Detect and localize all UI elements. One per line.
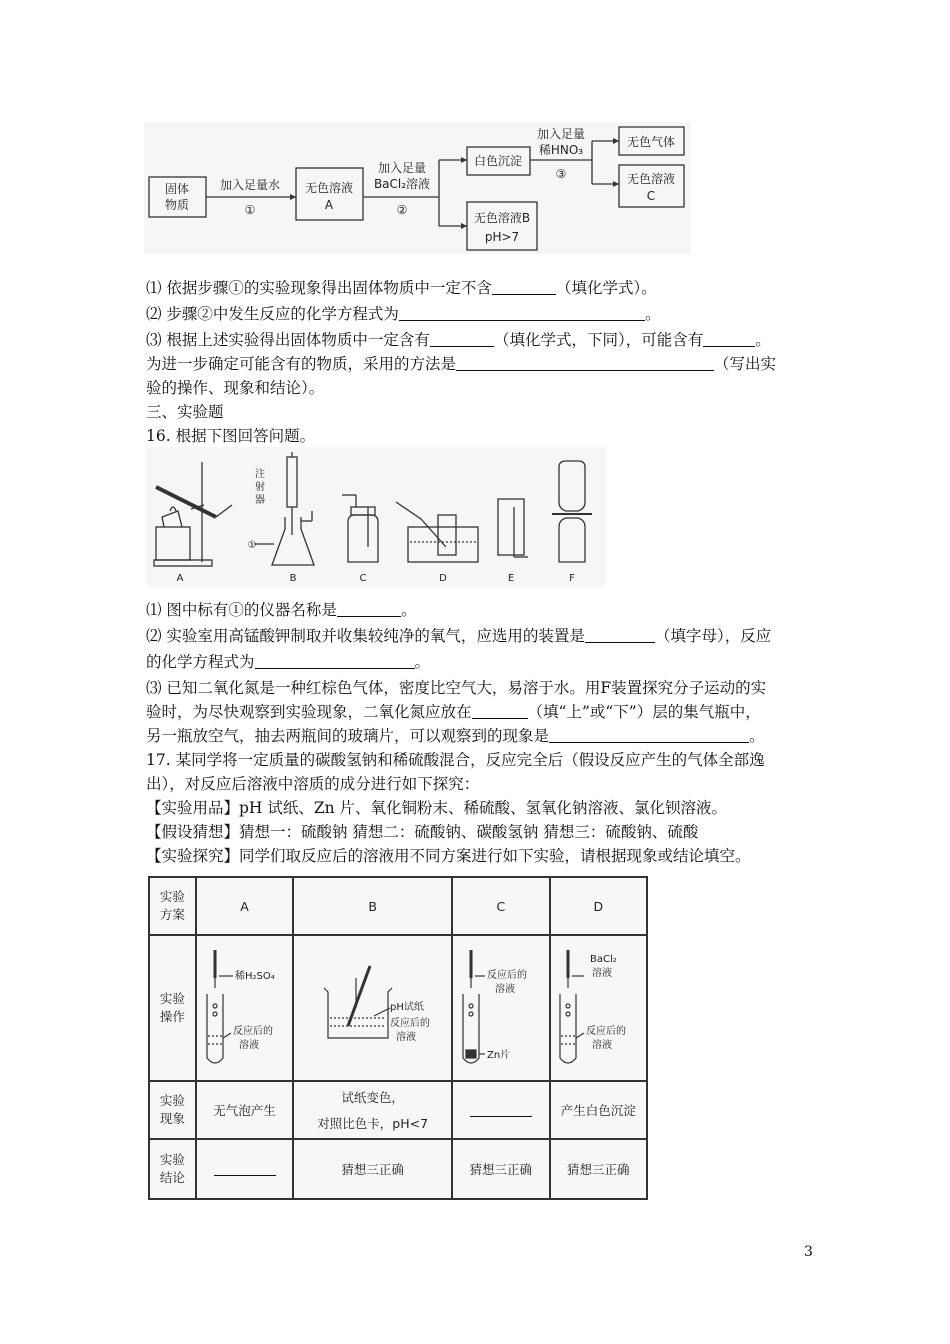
q17-stem-2: 出），对反应后溶液中溶质的成分进行如下探究： (146, 775, 480, 793)
op-d-solution-2: 溶液 (592, 1040, 613, 1051)
q16-part2: ⑵ 实验室用高锰酸钾制取并收集较纯净的氧气，应选用的装置是 （填字母），反应 (146, 627, 772, 645)
col-head-b: B (293, 877, 452, 935)
answer-blank[interactable] (399, 304, 645, 321)
flow-step2-label-1: 加入足量 (377, 161, 427, 175)
op-b-solution-2: 溶液 (395, 1032, 416, 1043)
flow-step3-label-1: 加入足量 (536, 127, 586, 141)
op-b-solution-1: 反应后的 (389, 1018, 430, 1029)
op-d-reagent-1: BaCl₂ (590, 954, 618, 965)
q17-stem-1: 17. 某同学将一定质量的碳酸氢钠和稀硫酸混合，反应完全后（假设反应产生的气体全部逸 (146, 751, 765, 769)
phenomenon-a: 无气泡产生 (196, 1081, 293, 1139)
answer-blank[interactable] (703, 330, 755, 347)
conclusion-d: 猜想三正确 (550, 1139, 647, 1199)
flowchart-figure (144, 122, 691, 254)
apparatus-figure (146, 447, 606, 587)
row-head-plan-text: 实验 方案 (159, 889, 185, 922)
phenomenon-b-line1: 试纸变色， (341, 1090, 404, 1105)
op-c-zn: Zn片 (486, 1050, 511, 1061)
q17-hypothesis: 【假设猜想】猜想一：硫酸钠 猜想二：硫酸钠、碳酸氢钠 猜想三：硫酸钠、硫酸 (146, 823, 699, 841)
syringe-label-3: 器 (255, 495, 265, 506)
flow-step2-num: ② (396, 203, 408, 217)
row-head-conclusion (149, 1139, 196, 1199)
answer-blank[interactable] (255, 652, 415, 669)
q16-part2-cont: 的化学方程式为 。 (146, 653, 431, 671)
op-a-solution-1: 反应后的 (232, 1026, 273, 1037)
q16-part3-end: 另一瓶放空气，抽去两瓶间的玻璃片，可以观察到的现象是 。 (146, 727, 765, 745)
apparatus-label-f: F (569, 573, 575, 584)
q15-part3-cont: 为进一步确定可能含有的物质，采用的方法是 （写出实 (146, 355, 777, 373)
conclusion-b: 猜想三正确 (293, 1139, 452, 1199)
q17-materials: 【实验用品】pH 试纸、Zn 片、氧化铜粉末、稀硫酸、氢氧化钠溶液、氯化钡溶液。 (146, 799, 728, 817)
flow-step3-label-2: 稀HNO₃ (538, 143, 584, 157)
flow-solid-2: 物质 (164, 198, 190, 212)
apparatus-label-e: E (507, 573, 515, 584)
op-cell-a (196, 935, 293, 1081)
flow-solution-c-2: C (646, 189, 656, 203)
apparatus-svg (146, 447, 606, 587)
q15-part3-end: 验的操作、现象和结论）。 (146, 379, 325, 397)
table-row (149, 1139, 647, 1199)
flow-solution-c-1: 无色溶液 (626, 172, 676, 186)
answer-blank[interactable] (337, 600, 401, 617)
row-head-plan (149, 877, 196, 935)
answer-blank[interactable] (585, 626, 655, 643)
experiment-table (148, 876, 648, 1200)
answer-blank[interactable] (470, 1106, 532, 1117)
op-a-reagent: 稀H₂SO₄ (234, 971, 275, 982)
apparatus-label-b: B (289, 573, 297, 584)
flow-step1-num: ① (244, 203, 256, 217)
op-a-solution-2: 溶液 (238, 1040, 259, 1051)
phenomenon-c (452, 1081, 549, 1139)
row-head-phenomenon (149, 1081, 196, 1139)
conclusion-a (196, 1139, 293, 1199)
q16-part3: ⑶ 已知二氧化氮是一种红棕色气体，密度比空气大，易溶于水。用F装置探究分子运动的实 (146, 679, 767, 697)
flow-solution-a-1: 无色溶液 (304, 181, 354, 195)
marker-1: ① (247, 540, 257, 551)
flow-solution-a-2: A (324, 198, 334, 212)
q17-explore: 【实验探究】同学们取反应后的溶液用不同方案进行如下实验，请根据现象或结论填空。 (146, 847, 751, 865)
answer-blank[interactable] (430, 330, 494, 347)
op-c-solution-1: 反应后的 (486, 970, 527, 981)
table-row (149, 935, 647, 1081)
flow-white-precipitate: 白色沉淀 (473, 154, 523, 168)
flow-solid-1: 固体 (164, 182, 190, 196)
op-d-diagram (552, 938, 644, 1078)
flow-solution-b-2: pH>7 (484, 230, 520, 244)
answer-blank[interactable] (456, 354, 714, 371)
op-b-paper: pH试纸 (389, 1002, 424, 1013)
q15-part1: ⑴ 依据步骤①的实验现象得出固体物质中一定不含 （填化学式）。 (146, 279, 657, 297)
answer-blank[interactable] (472, 702, 528, 719)
answer-blank[interactable] (214, 1165, 276, 1176)
q15-part3: ⑶ 根据上述实验得出固体物质中一定含有 （填化学式，下同），可能含有 。 (146, 331, 771, 349)
row-head-conclusion-text: 实验 结论 (159, 1152, 185, 1185)
q16-stem: 16. 根据下图回答问题。 (146, 427, 316, 445)
flow-step2-label-2: BaCl₂溶液 (373, 177, 431, 191)
op-d-solution-1: 反应后的 (586, 1026, 627, 1037)
op-c-diagram (455, 938, 547, 1078)
section-title: 三、实验题 (146, 403, 224, 421)
q16-part1: ⑴ 图中标有①的仪器名称是 。 (146, 601, 417, 619)
op-cell-d (550, 935, 647, 1081)
flow-step1-label: 加入足量水 (219, 178, 281, 192)
col-head-d: D (550, 877, 647, 935)
flowchart-svg (144, 122, 691, 254)
row-head-phenomenon-text: 实验 现象 (159, 1093, 185, 1126)
phenomenon-b (293, 1081, 452, 1139)
op-b-diagram (298, 938, 448, 1078)
flow-solution-b-1: 无色溶液B (473, 211, 531, 225)
op-cell-c (452, 935, 549, 1081)
phenomenon-d: 产生白色沉淀 (550, 1081, 647, 1139)
page-number: 3 (804, 1244, 813, 1260)
apparatus-label-c: C (359, 573, 367, 584)
answer-blank[interactable] (492, 278, 556, 295)
op-d-reagent-2: 溶液 (592, 968, 613, 979)
op-c-solution-2: 溶液 (494, 984, 515, 995)
flow-colorless-gas: 无色气体 (626, 135, 676, 149)
syringe-label-2: 射 (255, 482, 265, 493)
answer-blank[interactable] (549, 726, 749, 743)
table-row (149, 1081, 647, 1139)
apparatus-label-d: D (439, 573, 447, 584)
flow-step3-num: ③ (555, 167, 567, 181)
row-head-operation (149, 935, 196, 1081)
row-head-operation-text: 实验 操作 (159, 991, 185, 1024)
col-head-a: A (196, 877, 293, 935)
syringe-label-1: 注 (255, 469, 265, 480)
col-head-c: C (452, 877, 549, 935)
phenomenon-b-line2: 对照比色卡，pH<7 (317, 1116, 429, 1131)
op-a-diagram (199, 938, 291, 1078)
conclusion-c: 猜想三正确 (452, 1139, 549, 1199)
q15-part2: ⑵ 步骤②中发生反应的化学方程式为 。 (146, 305, 661, 323)
table-row (149, 877, 647, 935)
q16-part3-cont: 验时，为尽快观察到实验现象，二氧化氮应放在 （填“上”或“下”）层的集气瓶中， (146, 703, 761, 721)
op-cell-b (293, 935, 452, 1081)
apparatus-label-a: A (176, 573, 184, 584)
